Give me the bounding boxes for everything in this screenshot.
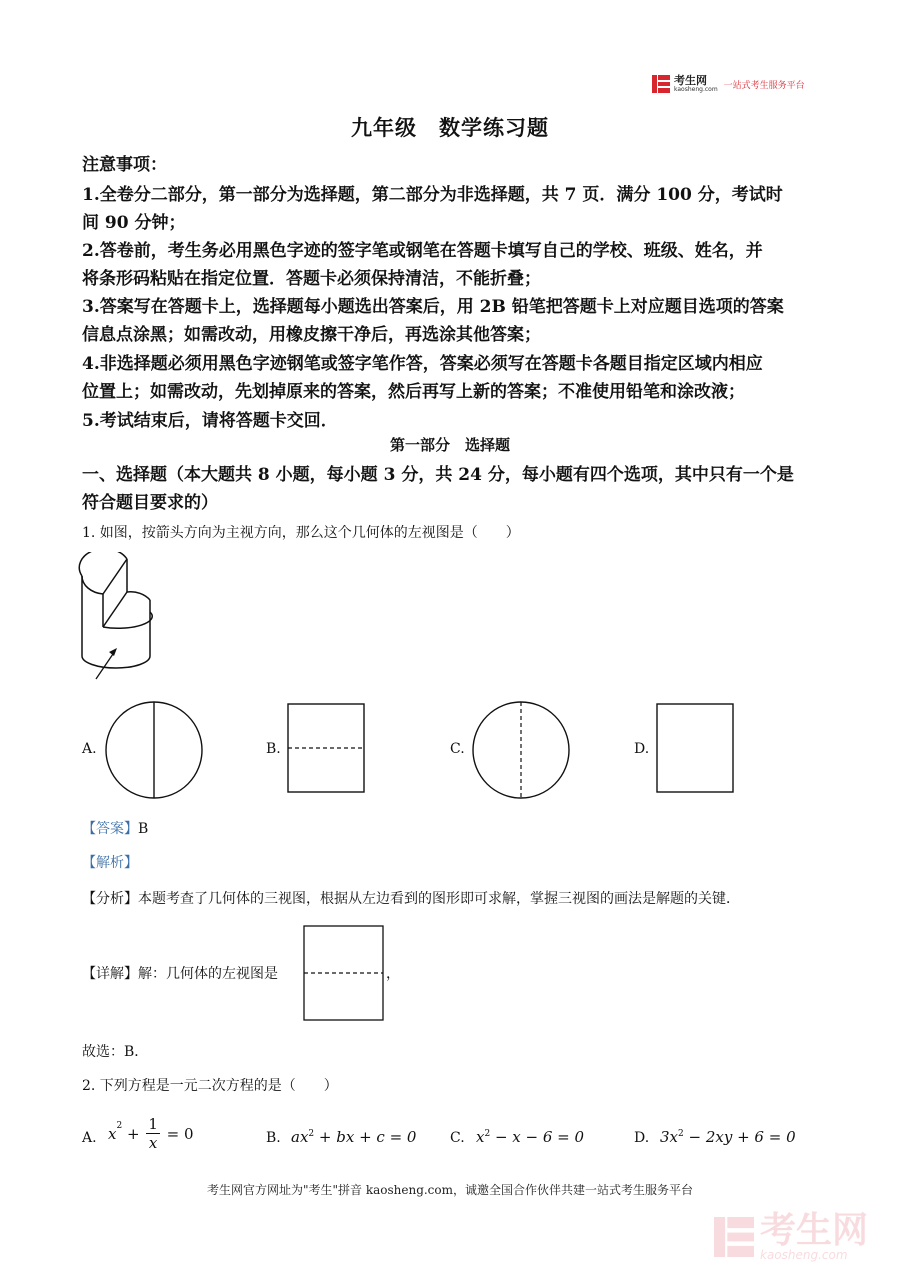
header-logo xyxy=(652,72,805,96)
exponent: 2 xyxy=(678,1129,684,1139)
watermark-name: 考生网 xyxy=(760,1210,869,1251)
option-b-figure xyxy=(287,703,365,793)
exponent: 2 xyxy=(308,1129,315,1139)
q2-option-a-equation xyxy=(108,1115,194,1152)
notice-line: 将条形码粘贴在指定位置．答题卡必须保持清洁，不能折叠； xyxy=(82,269,541,289)
question-1-stem: 1. 如图，按箭头方向为主视方向，那么这个几何体的左视图是（ ） xyxy=(82,525,520,541)
logo-name: 考生网 xyxy=(674,74,707,87)
numerator: 1 xyxy=(148,1115,158,1133)
option-d-label: D. xyxy=(634,741,650,757)
term: 3x xyxy=(660,1128,679,1146)
watermark-url: kaosheng.com xyxy=(760,1248,848,1262)
term-rest: − 2xy + 6 = 0 xyxy=(683,1128,796,1146)
term-rest: + bx + c = 0 xyxy=(314,1128,417,1146)
q2-option-b-equation xyxy=(291,1128,416,1146)
answer-value: B xyxy=(138,821,149,837)
q2-option-c-label: C. xyxy=(450,1130,465,1146)
answer-row xyxy=(82,818,148,838)
notice-line: 1.全卷分二部分，第一部分为选择题，第二部分为非选择题，共 7 页．满分 100 分，考试时 xyxy=(82,185,783,205)
q2-option-d-label: D. xyxy=(634,1130,650,1146)
detail-text: 【详解】解：几何体的左视图是 xyxy=(82,966,278,982)
section-title-cont: 符合题目要求的） xyxy=(82,493,218,513)
question-2-stem: 2. 下列方程是一元二次方程的是（ ） xyxy=(82,1078,338,1094)
logo-url: kaosheng.com xyxy=(674,86,718,93)
notice-line: 位置上；如需改动，先划掉原来的答案，然后再写上新的答案；不准使用铅笔和涂改液； xyxy=(82,382,745,402)
section-title: 一、选择题（本大题共 8 小题，每小题 3 分，共 24 分，每小题有四个选项，其中只有一个是 xyxy=(82,465,794,485)
part-one-title: 第一部分 选择题 xyxy=(389,436,510,454)
page-title: 九年级 数学练习题 xyxy=(351,115,549,140)
analysis-tag: 【解析】 xyxy=(82,855,138,871)
term: ax xyxy=(291,1128,309,1146)
fraction xyxy=(146,1115,160,1152)
notice-line: 2.答卷前，考生务必用黑色字迹的签字笔或钢笔在答题卡填写自己的学校、班级、姓名，并 xyxy=(82,241,763,261)
q2-option-c-equation xyxy=(476,1128,584,1146)
option-c-label: C. xyxy=(450,741,465,757)
equals-zero: = 0 xyxy=(161,1124,194,1143)
term: x xyxy=(476,1128,485,1146)
q2-option-d-equation xyxy=(660,1128,796,1146)
option-b-label: B. xyxy=(266,741,281,757)
notice-line: 3.答案写在答题卡上，选择题每小题选出答案后，用 2B 铅笔把答题卡上对应题目选项的答案 xyxy=(82,297,784,317)
answer-tag: 【答案】 xyxy=(82,821,138,837)
analysis-text: 【分析】本题考查了几何体的三视图，根据从左边看到的图形即可求解，掌握三视图的画法是解题的关键． xyxy=(82,891,740,907)
notice-line: 信息点涂黑；如需改动，用橡皮擦干净后，再选涂其他答案； xyxy=(82,325,541,345)
q2-option-b-label: B. xyxy=(266,1130,281,1146)
logo-slogan: 一站式考生服务平台 xyxy=(723,80,805,91)
notice-line: 5.考试结束后，请将答题卡交回． xyxy=(82,411,338,431)
watermark-logo-icon xyxy=(714,1215,754,1259)
option-a-label: A. xyxy=(82,741,97,757)
exponent: 2 xyxy=(116,1120,123,1131)
option-a-figure xyxy=(104,700,204,800)
var-x: x xyxy=(108,1124,117,1143)
solid-figure xyxy=(78,552,158,684)
detail-figure xyxy=(303,925,384,1021)
term-rest: − x − 6 = 0 xyxy=(490,1128,585,1146)
option-d-figure xyxy=(656,703,734,793)
option-c-figure xyxy=(471,700,571,800)
q2-option-a-label: A. xyxy=(82,1130,97,1146)
plus: + xyxy=(122,1124,145,1143)
kaosheng-logo-icon xyxy=(652,75,670,93)
detail-end: ， xyxy=(386,966,400,982)
notice-line: 间 90 分钟； xyxy=(82,213,186,233)
watermark xyxy=(714,1210,869,1262)
page-footer: 考生网官方网址为"考生"拼音 kaosheng.com，诚邀全国合作伙伴共建一站式考生服务平台 xyxy=(206,1183,694,1197)
denominator: x xyxy=(148,1134,158,1152)
notice-title: 注意事项： xyxy=(82,155,167,175)
conclusion: 故选：B． xyxy=(82,1044,149,1060)
exponent: 2 xyxy=(484,1129,491,1139)
notice-line: 4.非选择题必须用黑色字迹钢笔或签字笔作答，答案必须写在答题卡各题目指定区域内相应 xyxy=(82,354,763,374)
